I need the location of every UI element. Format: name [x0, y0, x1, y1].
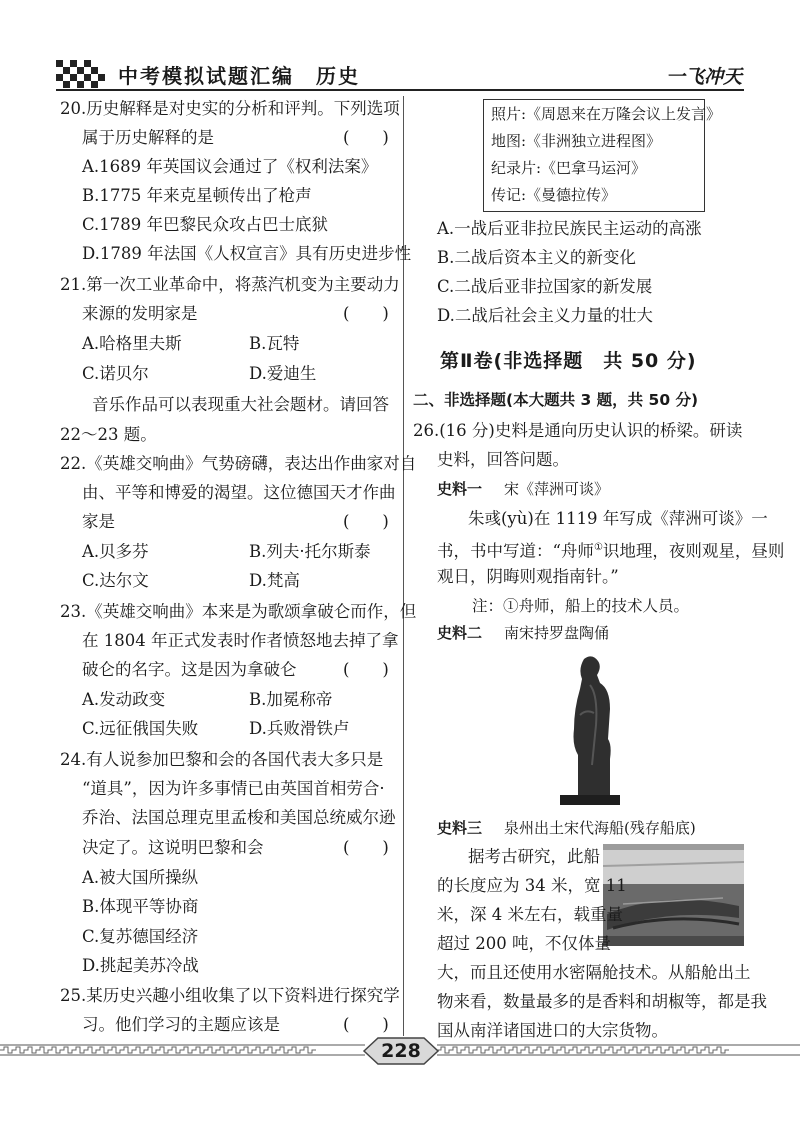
- q20-option-d[interactable]: D.1789 年法国《人权宣言》具有历史进步性: [82, 244, 412, 263]
- q25-sources-box: [483, 99, 722, 212]
- q20-stem-line1: 20.历史解释是对史实的分析和评判。下列选项: [60, 99, 400, 118]
- q25-stem-line1: 25.某历史兴趣小组收集了以下资料进行探究学: [60, 986, 400, 1005]
- q24-stem-line1: 24.有人说参加巴黎和会的各国代表大多只是: [60, 750, 384, 769]
- material3-line1: 据考古研究，此船: [468, 847, 600, 866]
- material3-line5: 大，而且还使用水密隔舱技术。从船舱出土: [437, 963, 751, 982]
- q25-option-a[interactable]: A.一战后亚非拉民族民主运动的高涨: [437, 219, 702, 238]
- q22-option-c[interactable]: C.达尔文: [82, 571, 149, 590]
- q20-option-b[interactable]: B.1775 年来克星顿传出了枪声: [82, 186, 312, 205]
- q22-stem-line1: 22.《英雄交响曲》气势磅礴，表达出作曲家对自: [60, 454, 417, 473]
- material1-label: 史料一: [437, 480, 483, 498]
- material1-line2a: 书，书中写道：“舟师: [437, 541, 594, 561]
- q22-option-a[interactable]: A.贝多芬: [82, 542, 149, 561]
- q24-answer-paren: ( ): [343, 838, 389, 857]
- q20-option-c[interactable]: C.1789 年巴黎民众攻占巴士底狱: [82, 215, 329, 234]
- footnote-marker: ①: [593, 542, 603, 553]
- source-documentary: 纪录片:《巴拿马运河》: [491, 159, 647, 177]
- q22-stem-line2: 由、平等和博爱的渴望。这位德国天才作曲: [82, 483, 396, 502]
- section-heading: 二、非选择题(本大题共 3 题，共 50 分): [413, 391, 699, 409]
- part-two-title: 第Ⅱ卷(非选择题 共 50 分): [440, 350, 697, 372]
- intro-line1: 音乐作品可以表现重大社会题材。请回答: [92, 395, 389, 414]
- material3-label: 史料三: [437, 819, 483, 837]
- q25-option-b[interactable]: B.二战后资本主义的新变化: [437, 248, 636, 267]
- q21-option-c[interactable]: C.诺贝尔: [82, 364, 149, 383]
- q24-stem-line2: “道具”，因为许多事情已由英国首相劳合·: [82, 779, 385, 798]
- material3-line2: 的长度应为 34 米，宽 11: [437, 876, 627, 895]
- material1-line3: 观日，阴晦则观指南针。”: [437, 567, 619, 586]
- q24-option-d[interactable]: D.挑起美苏冷战: [82, 956, 199, 975]
- page-number: 228: [381, 1040, 421, 1062]
- q21-stem-line1: 21.第一次工业革命中，将蒸汽机变为主要动力: [60, 275, 400, 294]
- q24-option-c[interactable]: C.复苏德国经济: [82, 927, 199, 946]
- q23-stem-line1: 23.《英雄交响曲》本来是为歌颂拿破仑而作，但: [60, 602, 417, 621]
- intro-line2: 22～23 题。: [60, 425, 157, 444]
- q25-option-c[interactable]: C.二战后亚非拉国家的新发展: [437, 277, 653, 296]
- material1-note: 注：①舟师，船上的技术人员。: [472, 597, 690, 615]
- q23-option-a[interactable]: A.发动政变: [82, 690, 166, 709]
- source-map: 地图:《非洲独立进程图》: [491, 132, 662, 150]
- column-divider: [403, 96, 404, 1036]
- q23-stem-line2: 在 1804 年正式发表时作者愤怒地去掉了拿: [82, 631, 399, 650]
- pottery-figurine-image: [560, 655, 620, 805]
- q20-stem-line2: 属于历史解释的是: [82, 128, 214, 147]
- header-brand: 一飞冲天: [665, 66, 742, 88]
- footer-right-pattern: [437, 1044, 800, 1056]
- header-title: 中考模拟试题汇编 历史: [118, 64, 360, 88]
- q22-option-d[interactable]: D.梵高: [249, 571, 300, 590]
- q20-answer-paren: ( ): [343, 128, 389, 147]
- material3-title: 泉州出土宋代海船(残存船底): [504, 819, 696, 837]
- q23-answer-paren: ( ): [343, 660, 389, 679]
- q24-option-b[interactable]: B.体现平等协商: [82, 897, 199, 916]
- material3-line4: 超过 200 吨，不仅体量: [437, 934, 611, 953]
- q24-stem-line3: 乔治、法国总理克里孟梭和美国总统威尔逊: [82, 808, 396, 827]
- source-photo: 照片:《周恩来在万隆会议上发言》: [491, 105, 722, 123]
- material1-line1: 朱彧(yù)在 1119 年写成《萍洲可谈》一: [468, 509, 768, 528]
- material3-line3: 米，深 4 米左右，载重量: [437, 905, 623, 924]
- q25-stem-line2: 习。他们学习的主题应该是: [82, 1015, 280, 1034]
- material2-title: 南宋持罗盘陶俑: [504, 624, 610, 642]
- q24-stem-line4: 决定了。这说明巴黎和会: [82, 838, 264, 857]
- q21-option-b[interactable]: B.瓦特: [249, 334, 300, 353]
- q23-option-c[interactable]: C.远征俄国失败: [82, 719, 199, 738]
- q22-stem-line3: 家是: [82, 512, 115, 531]
- q21-option-a[interactable]: A.哈格里夫斯: [82, 334, 182, 353]
- material3-line7: 国从南洋诸国进口的大宗货物。: [437, 1021, 668, 1040]
- q23-option-b[interactable]: B.加冕称帝: [249, 690, 333, 709]
- material3-line6: 物来看，数量最多的是香料和胡椒等，都是我: [437, 992, 767, 1011]
- material2-label: 史料二: [437, 624, 483, 642]
- q23-stem-line3: 破仑的名字。这是因为拿破仑: [82, 660, 297, 679]
- q25-answer-paren: ( ): [343, 1015, 389, 1034]
- q20-option-a[interactable]: A.1689 年英国议会通过了《权利法案》: [82, 157, 378, 176]
- source-biography: 传记:《曼德拉传》: [491, 186, 617, 204]
- q22-answer-paren: ( ): [343, 512, 389, 531]
- q26-stem-line1: 26.(16 分)史料是通向历史认识的桥梁。研读: [413, 421, 743, 440]
- q22-option-b[interactable]: B.列夫·托尔斯泰: [249, 542, 371, 561]
- material1-line2: [437, 537, 784, 563]
- q21-option-d[interactable]: D.爱迪生: [249, 364, 317, 383]
- material1-line2b: 识地理，夜则观星，昼则: [602, 541, 785, 561]
- footer-left-pattern: [0, 1044, 365, 1056]
- q23-option-d[interactable]: D.兵败滑铁卢: [249, 719, 350, 738]
- q24-option-a[interactable]: A.被大国所操纵: [82, 868, 199, 887]
- q26-stem-line2: 史料，回答问题。: [437, 450, 569, 469]
- header-checker-decoration: [56, 60, 108, 90]
- q21-answer-paren: ( ): [343, 304, 389, 323]
- q21-stem-line2: 来源的发明家是: [82, 304, 198, 323]
- page-number-badge: [362, 1034, 440, 1068]
- header-rule: [56, 89, 744, 91]
- material1-title: 宋《萍洲可谈》: [504, 480, 610, 498]
- q25-option-d[interactable]: D.二战后社会主义力量的壮大: [437, 306, 653, 325]
